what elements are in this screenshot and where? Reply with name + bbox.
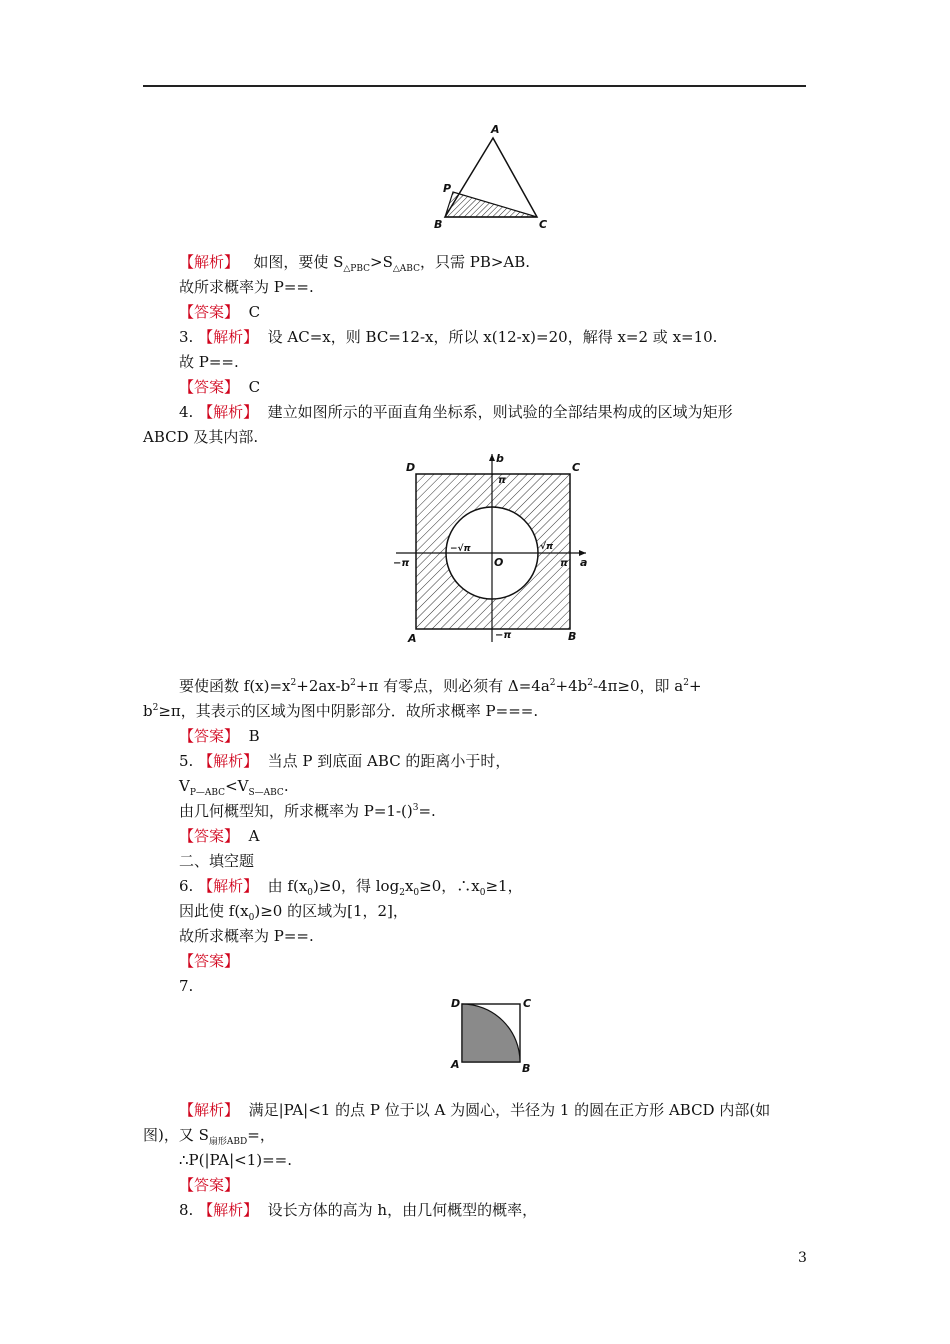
answer-tag: 【答案】 [179, 727, 240, 745]
text: +2ax-b [296, 677, 351, 695]
superscript: 3 [412, 803, 419, 813]
text: b [143, 702, 153, 720]
fig1-label-P: P [443, 182, 452, 195]
fig3-label-C: C [523, 997, 532, 1010]
subscript: △ABC [392, 264, 420, 274]
text: +π 有零点，则必须有 Δ=4a [355, 677, 550, 695]
answer-value: B [248, 727, 260, 745]
text: ≥π，其表示的区域为图中阴影部分．故所求概率 P===. [158, 702, 539, 720]
answer-3 [179, 377, 260, 397]
text: 要使函数 f(x)=x [179, 677, 291, 695]
paragraph-3 [179, 327, 717, 347]
answer-tag: 【答案】 [179, 378, 240, 396]
answer-tag: 【答案】 [179, 303, 240, 321]
analysis-tag: 【解析】 [198, 403, 259, 421]
paragraph-2b: 故所求概率为 P==. [179, 278, 314, 296]
paragraph-6 [179, 876, 523, 896]
fig3-label-D: D [451, 997, 461, 1010]
text: 当点 P 到底面 ABC 的距离小于时， [267, 752, 511, 770]
text: +4b [555, 677, 588, 695]
subscript: △PBC [343, 264, 371, 274]
paragraph-7 [179, 1100, 770, 1120]
answer-6 [179, 951, 239, 971]
fig1-label-C: C [539, 218, 548, 231]
paragraph-7c: ∴P(|PA|<1)==. [179, 1151, 293, 1169]
text: ，只需 PB>AB. [419, 253, 531, 271]
answer-value: A [248, 827, 260, 845]
question-number: 6. [179, 877, 194, 895]
square-circle-figure [388, 452, 598, 648]
text: 因此使 f(x [179, 902, 249, 920]
superscript: 2 [350, 678, 356, 688]
quarter-circle-figure [448, 994, 538, 1078]
fig2-axis-a: a [580, 556, 588, 569]
answer-tag: 【答案】 [179, 952, 240, 970]
fig2-label-A: A [408, 632, 417, 645]
fig2-neg-pi-bottom: −π [495, 630, 512, 641]
question-number: 8. [179, 1201, 194, 1219]
answer-7 [179, 1175, 239, 1195]
subscript: 0 [307, 888, 314, 898]
superscript: 2 [290, 678, 297, 688]
fig1-label-A: A [491, 123, 500, 136]
answer-value: C [248, 303, 261, 321]
fig2-axis-b: b [496, 452, 504, 465]
text: V [179, 777, 190, 795]
analysis-tag: 【解析】 [179, 253, 240, 271]
header-rule [143, 85, 806, 87]
paragraph-3b: 故 P==. [179, 353, 239, 371]
paragraph-4 [179, 402, 733, 422]
text: -4π≥0，即 a [592, 677, 684, 695]
fig2-origin: O [494, 556, 504, 569]
fig1-label-B: B [434, 218, 443, 231]
text: 设长方体的高为 h，由几何概型的概率， [267, 1201, 538, 1219]
subscript: 0 [248, 913, 255, 923]
page-number: 3 [798, 1250, 807, 1266]
paragraph-5c [179, 801, 436, 821]
question-number: 3. [179, 328, 194, 346]
subscript: 2 [399, 888, 405, 898]
superscript: 2 [549, 678, 556, 688]
answer-tag: 【答案】 [179, 1176, 240, 1194]
text: 由几何概型知，所求概率为 P=1-() [179, 802, 413, 820]
text: )≥0 的区域为[1，2]， [254, 902, 408, 920]
analysis-tag: 【解析】 [198, 1201, 259, 1219]
paragraph-4c [179, 676, 702, 696]
fig3-label-B: B [522, 1062, 531, 1075]
analysis-tag: 【解析】 [198, 877, 259, 895]
paragraph-6c: 故所求概率为 P==. [179, 927, 314, 945]
subscript: 扇形ABD [208, 1137, 248, 1147]
fig2-label-D: D [406, 461, 416, 474]
fig2-sqrt-pi: √π [540, 542, 554, 552]
analysis-tag: 【解析】 [179, 1101, 240, 1119]
subscript: 0 [413, 888, 420, 898]
subscript: S—ABC [248, 788, 284, 798]
text: )≥0，得 log [313, 877, 400, 895]
superscript: 2 [152, 703, 159, 713]
text: 图)，又 S [143, 1126, 209, 1144]
text: 设 AC=x，则 BC=12-x，所以 x(12-x)=20，解得 x=2 或 x=10. [267, 328, 718, 346]
fig2-neg-sqrt-pi: −√π [450, 544, 471, 554]
answer-5 [179, 826, 259, 846]
text: =， [247, 1126, 275, 1144]
text: >S [370, 253, 393, 271]
text: ≥0，∴x [419, 877, 480, 895]
fig3-label-A: A [451, 1058, 460, 1071]
text: . [283, 777, 289, 795]
text: 由 f(x [267, 877, 308, 895]
text: x [404, 877, 414, 895]
answer-4 [179, 726, 260, 746]
analysis-tag: 【解析】 [198, 328, 259, 346]
paragraph-4b: ABCD 及其内部. [143, 428, 259, 446]
text: ≥1， [485, 877, 523, 895]
answer-value: C [248, 378, 261, 396]
text: 建立如图所示的平面直角坐标系，则试验的全部结果构成的区域为矩形 [267, 403, 733, 421]
answer-tag: 【答案】 [179, 827, 240, 845]
paragraph-6b [179, 901, 408, 921]
paragraph-4d [143, 701, 538, 721]
analysis-tag: 【解析】 [198, 752, 259, 770]
subscript: 0 [479, 888, 486, 898]
text: + [688, 677, 702, 695]
triangle-figure [425, 120, 555, 232]
paragraph-5b [179, 776, 289, 796]
question-number: 5. [179, 752, 194, 770]
paragraph-2a [179, 252, 530, 272]
fig2-label-C: C [572, 461, 581, 474]
paragraph-8 [179, 1200, 537, 1220]
section-heading: 二、填空题 [179, 852, 255, 870]
fig2-neg-pi-left: −π [393, 558, 410, 569]
paragraph-7b [143, 1125, 275, 1145]
question-number: 4. [179, 403, 194, 421]
fig2-label-B: B [568, 630, 577, 643]
fig2-pi-right: π [560, 558, 568, 569]
question-7-number: 7. [179, 977, 194, 995]
fig2-pi-top: π [498, 475, 506, 486]
paragraph-5 [179, 751, 510, 771]
answer-2 [179, 302, 260, 322]
text: 如图，要使 S [253, 253, 344, 271]
superscript: 2 [683, 678, 689, 688]
text: =. [418, 802, 436, 820]
text: <V [225, 777, 249, 795]
text: 满足|PA|<1 的点 P 位于以 A 为圆心，半径为 1 的圆在正方形 ABCD 内部(如 [248, 1101, 771, 1119]
subscript: P—ABC [189, 788, 226, 798]
superscript: 2 [587, 678, 593, 688]
